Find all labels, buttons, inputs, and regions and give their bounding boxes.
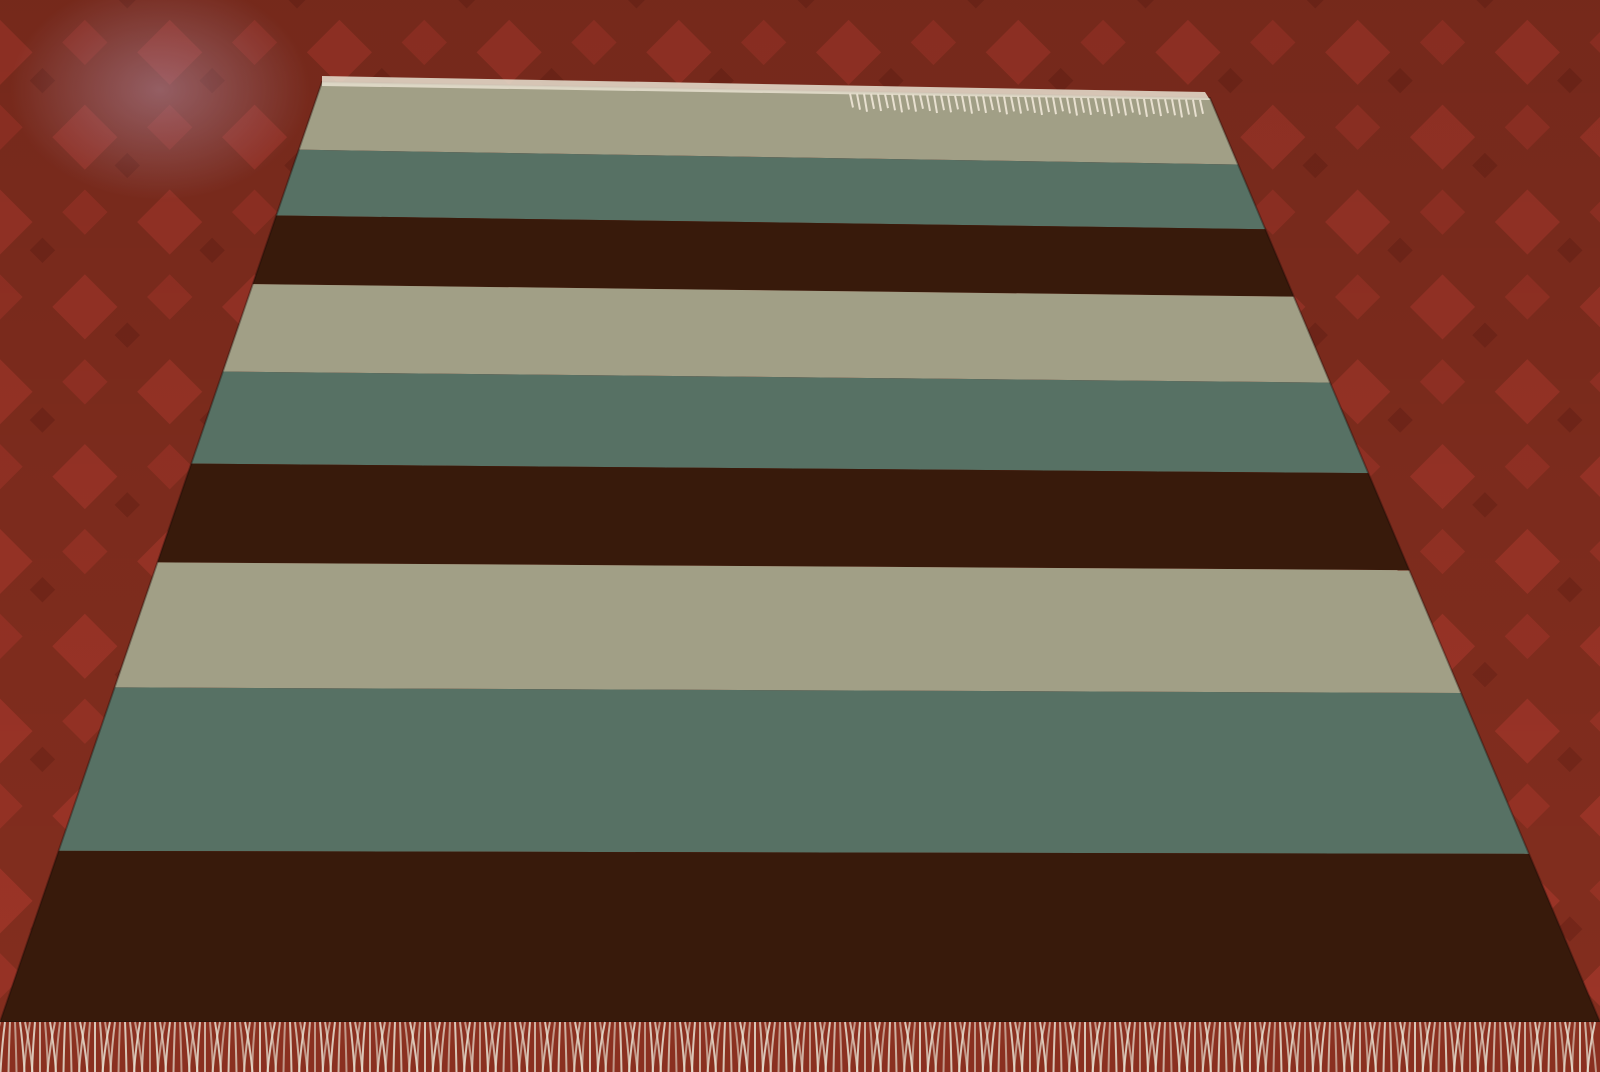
rug-fringe-bottom — [0, 1022, 1600, 1072]
rug-stripe-sheen — [191, 372, 1368, 474]
rug-stripe-sheen — [115, 562, 1462, 693]
rug-stripe-sheen — [157, 464, 1409, 571]
rug-stripe-sheen — [0, 851, 1600, 1022]
rug-stripe-sheen — [223, 284, 1330, 382]
rug-stripe-sheen — [59, 687, 1529, 853]
rug-stripe-sheen — [253, 215, 1294, 296]
